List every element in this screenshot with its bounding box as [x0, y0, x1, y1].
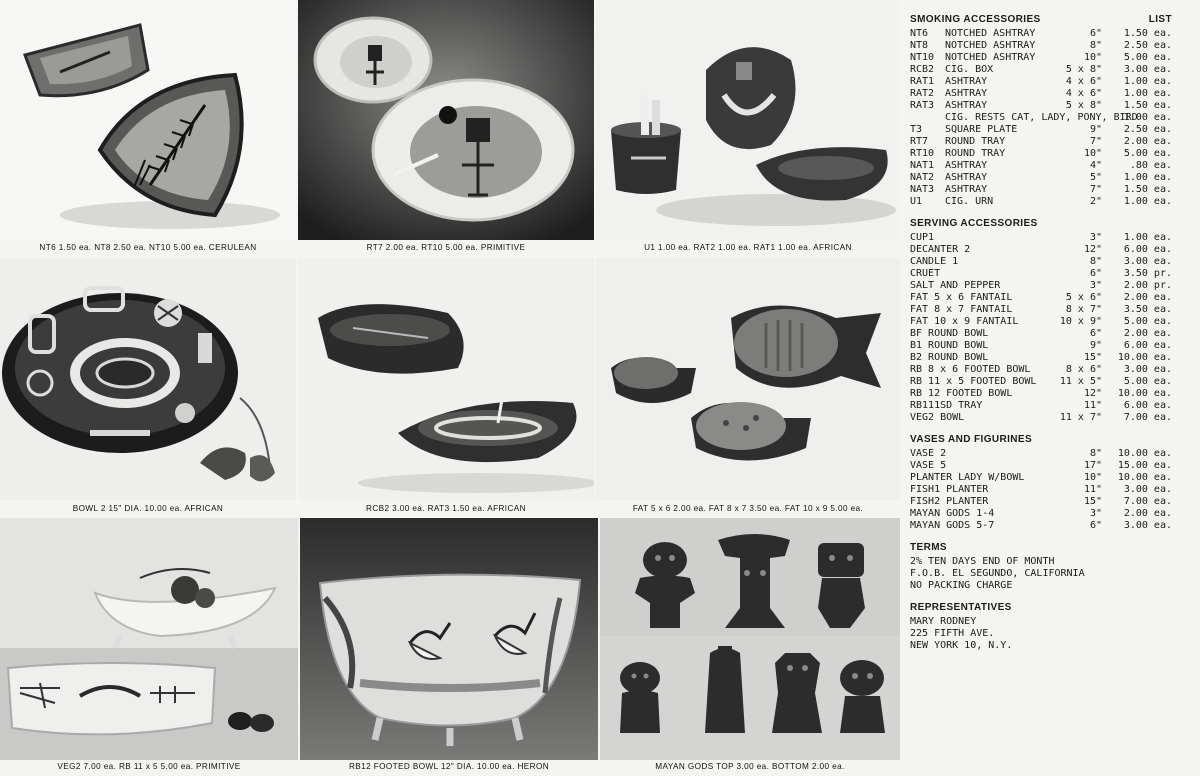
- price-row-price: 3.00 ea.: [1123, 256, 1172, 267]
- price-row-code: RAT2: [910, 88, 935, 99]
- price-row: [910, 460, 1172, 472]
- cerulean-ashtrays-image: [0, 0, 296, 240]
- price-row-size: 5": [1089, 172, 1102, 183]
- price-row-desc: PLANTER LADY W/BOWL: [910, 472, 1025, 483]
- photo-african-urn: [596, 0, 900, 256]
- price-row-desc: RB 8 x 6 FOOTED BOWL: [910, 364, 1031, 375]
- price-row-size: 8": [1089, 40, 1102, 51]
- price-row-price: 6.00 ea.: [1123, 340, 1172, 351]
- price-row: [910, 400, 1172, 412]
- serving-title: SERVING ACCESSORIES: [910, 218, 1038, 229]
- smoking-title: SMOKING ACCESSORIES: [910, 14, 1041, 25]
- price-row-price: 3.00 ea.: [1123, 64, 1172, 75]
- price-row-desc: DECANTER 2: [910, 244, 971, 255]
- price-row-size: 11 x 7": [1059, 412, 1102, 423]
- price-row-code: RAT3: [910, 100, 935, 111]
- price-row-desc: VASE 5: [910, 460, 947, 471]
- price-row: [910, 268, 1172, 280]
- price-row-desc: NOTCHED ASHTRAY: [945, 40, 1036, 51]
- terms-line: F.O.B. EL SEGUNDO, CALIFORNIA: [910, 568, 1085, 579]
- price-row-price: 2.00 ea.: [1123, 136, 1172, 147]
- photo-fantail: [596, 258, 900, 516]
- price-row: [910, 364, 1172, 376]
- representative-line: NEW YORK 10, N.Y.: [910, 640, 1013, 651]
- price-row-desc: ASHTRAY: [945, 172, 988, 183]
- caption-african-urn: U1 1.00 ea. RAT2 1.00 ea. RAT1 1.00 ea. AFRICAN: [644, 243, 852, 252]
- price-row-size: 3": [1089, 508, 1102, 519]
- price-row-desc: ASHTRAY: [945, 184, 988, 195]
- terms-line: NO PACKING CHARGE: [910, 580, 1013, 591]
- price-row: [910, 136, 1172, 148]
- rcb2-image: [298, 258, 594, 500]
- price-row-desc: RB111SD TRAY: [910, 400, 983, 411]
- price-row-size: 9": [1089, 124, 1102, 135]
- price-row: [910, 184, 1172, 196]
- price-row: [910, 196, 1172, 208]
- price-row-size: 15": [1083, 352, 1102, 363]
- price-row: [910, 292, 1172, 304]
- price-row-size: 7": [1089, 184, 1102, 195]
- photo-rcb2: [298, 258, 594, 516]
- price-row: [910, 352, 1172, 364]
- price-row-price: 1.50 ea.: [1123, 100, 1172, 111]
- price-row: [910, 112, 1172, 124]
- price-row-desc: ASHTRAY: [945, 160, 988, 171]
- vases-title: VASES AND FIGURINES: [910, 434, 1033, 445]
- photo-rb12: [300, 518, 598, 776]
- price-row-desc: ROUND TRAY: [945, 148, 1006, 159]
- price-row-price: 3.50 ea.: [1123, 304, 1172, 315]
- mayan-gods-image: [600, 518, 900, 760]
- price-row-price: 10.00 ea.: [1117, 352, 1172, 363]
- terms-title: TERMS: [910, 542, 947, 553]
- price-list: [910, 14, 1172, 662]
- section-title-serving: [910, 218, 1172, 232]
- price-row: [910, 100, 1172, 112]
- smoking-rows: [910, 28, 1172, 208]
- vases-rows: [910, 448, 1172, 532]
- price-row: [910, 520, 1172, 532]
- price-row-code: NT8: [910, 40, 929, 51]
- price-row-price: 5.00 ea.: [1123, 316, 1172, 327]
- caption-cerulean: NT6 1.50 ea. NT8 2.50 ea. NT10 5.00 ea. CERULEAN: [39, 243, 257, 252]
- price-row-size: 6": [1089, 268, 1102, 279]
- price-row-desc: FISH2 PLANTER: [910, 496, 989, 507]
- price-row-size: 2": [1089, 196, 1102, 207]
- price-row-size: 4": [1089, 160, 1102, 171]
- price-row-price: 2.00 ea.: [1123, 508, 1172, 519]
- section-title-representatives: [910, 602, 1172, 616]
- price-row-price: 10.00 ea.: [1117, 448, 1172, 459]
- price-row-price: 7.00 ea.: [1123, 412, 1172, 423]
- price-row: [910, 508, 1172, 520]
- price-row-size: 5 x 6": [1065, 292, 1102, 303]
- price-row: [910, 52, 1172, 64]
- price-row-desc: SQUARE PLATE: [945, 124, 1018, 135]
- price-row-code: RT10: [910, 148, 935, 159]
- caption-mayan: MAYAN GODS TOP 3.00 ea. BOTTOM 2.00 ea.: [655, 762, 845, 771]
- price-row: [910, 28, 1172, 40]
- price-row: [910, 64, 1172, 76]
- price-row: [910, 304, 1172, 316]
- price-row-size: 10": [1083, 148, 1102, 159]
- price-row: [910, 280, 1172, 292]
- price-row-price: 5.00 ea.: [1123, 52, 1172, 63]
- price-row-desc: FAT 10 x 9 FANTAIL: [910, 316, 1019, 327]
- price-row-desc: FAT 8 x 7 FANTAIL: [910, 304, 1013, 315]
- price-row-desc: ROUND TRAY: [945, 136, 1006, 147]
- price-row-price: 1.00 ea.: [1123, 88, 1172, 99]
- price-row-price: 3.00 ea.: [1123, 364, 1172, 375]
- price-row-size: 15": [1083, 496, 1102, 507]
- price-row-price: 1.00 ea.: [1123, 232, 1172, 243]
- price-row-code: NT6: [910, 28, 929, 39]
- section-vases: [910, 434, 1172, 532]
- caption-rb12: RB12 FOOTED BOWL 12" DIA. 10.00 ea. HERON: [348, 762, 550, 771]
- price-row-desc: RB 12 FOOTED BOWL: [910, 388, 1013, 399]
- price-row: [910, 484, 1172, 496]
- representative-line: 225 FIFTH AVE.: [910, 628, 995, 639]
- price-row-desc: FAT 5 x 6 FANTAIL: [910, 292, 1013, 303]
- price-row-size: 6": [1089, 520, 1102, 531]
- price-row-desc: MAYAN GODS 1-4: [910, 508, 995, 519]
- price-row-price: 5.00 ea.: [1123, 148, 1172, 159]
- list-column-header: LIST: [1148, 14, 1172, 25]
- section-serving: [910, 218, 1172, 424]
- price-row-size: 5 x 8": [1065, 64, 1102, 75]
- price-row-size: 10": [1083, 52, 1102, 63]
- section-representatives: [910, 602, 1172, 652]
- price-row-price: 15.00 ea.: [1117, 460, 1172, 471]
- price-row-desc: VASE 2: [910, 448, 947, 459]
- price-row-desc: ASHTRAY: [945, 88, 988, 99]
- price-row-code: U1: [910, 196, 923, 207]
- photo-veg2: [0, 518, 298, 776]
- price-row-desc: VEG2 BOWL: [910, 412, 965, 423]
- veg2-image: [0, 518, 298, 760]
- price-row-price: 1.50 ea.: [1123, 28, 1172, 39]
- rb12-image: [300, 518, 598, 760]
- photo-primitive-trays: [298, 0, 594, 256]
- representative-line: MARY RODNEY: [910, 616, 977, 627]
- price-row-price: 2.00 ea.: [1123, 292, 1172, 303]
- price-row-price: 3.00 ea.: [1123, 520, 1172, 531]
- price-row-price: 6.00 ea.: [1123, 244, 1172, 255]
- price-row-size: 4 x 6": [1065, 88, 1102, 99]
- price-row: [910, 148, 1172, 160]
- price-row-code: NT10: [910, 52, 935, 63]
- caption-bowl2: BOWL 2 15" DIA. 10.00 ea. AFRICAN: [72, 504, 224, 513]
- section-smoking: [910, 14, 1172, 208]
- price-row-size: 4 x 6": [1065, 76, 1102, 87]
- photo-mayan-gods: [600, 518, 900, 776]
- price-row-price: 2.00 ea.: [1123, 328, 1172, 339]
- price-row-size: 6": [1089, 328, 1102, 339]
- price-row-price: 2.50 ea.: [1123, 124, 1172, 135]
- price-row-code: RAT1: [910, 76, 935, 87]
- price-row-size: 9": [1089, 340, 1102, 351]
- price-row-price: 1.00 ea.: [1123, 76, 1172, 87]
- price-row-price: 1.50 ea.: [1123, 184, 1172, 195]
- price-row: [910, 376, 1172, 388]
- photo-cerulean-ashtrays: [0, 0, 296, 256]
- price-row-price: 10.00 ea.: [1117, 388, 1172, 399]
- price-row-size: 7": [1089, 136, 1102, 147]
- price-row-size: 3": [1089, 280, 1102, 291]
- price-row-code: T3: [910, 124, 923, 135]
- price-row-desc: MAYAN GODS 5-7: [910, 520, 995, 531]
- price-row-desc: CANDLE 1: [910, 256, 959, 267]
- section-title-terms: [910, 542, 1172, 556]
- price-row: [910, 88, 1172, 100]
- price-row-code: NAT2: [910, 172, 935, 183]
- representatives-title: REPRESENTATIVES: [910, 602, 1012, 613]
- price-row: [910, 448, 1172, 460]
- price-row-code: RT7: [910, 136, 929, 147]
- price-row: [910, 256, 1172, 268]
- price-row-size: 3": [1089, 232, 1102, 243]
- primitive-trays-image: [298, 0, 594, 240]
- price-row-price: 2.00 pr.: [1123, 280, 1172, 291]
- price-row-desc: CRUET: [910, 268, 941, 279]
- price-row-size: 8 x 6": [1065, 364, 1102, 375]
- serving-rows: [910, 232, 1172, 424]
- price-row: [910, 388, 1172, 400]
- price-row: [910, 316, 1172, 328]
- price-row-size: 12": [1083, 244, 1102, 255]
- price-row-price: 1.00 ea.: [1123, 196, 1172, 207]
- price-row-price: 2.50 ea.: [1123, 40, 1172, 51]
- caption-primitive-trays: RT7 2.00 ea. RT10 5.00 ea. PRIMITIVE: [366, 243, 526, 252]
- price-row: [910, 232, 1172, 244]
- price-row-price: .80 ea.: [1129, 160, 1172, 171]
- price-row-desc: B1 ROUND BOWL: [910, 340, 989, 351]
- caption-rcb2: RCB2 3.00 ea. RAT3 1.50 ea. AFRICAN: [366, 504, 526, 513]
- price-row: [910, 244, 1172, 256]
- price-row: [910, 172, 1172, 184]
- bowl2-image: [0, 258, 296, 500]
- price-row-desc: B2 ROUND BOWL: [910, 352, 989, 363]
- price-row: [910, 76, 1172, 88]
- fantail-image: [596, 258, 900, 500]
- price-row-size: 12": [1083, 388, 1102, 399]
- price-row: [910, 472, 1172, 484]
- caption-veg2: VEG2 7.00 ea. RB 11 x 5 5.00 ea. PRIMITIVE: [57, 762, 241, 771]
- price-row-price: 1.00 ea.: [1123, 172, 1172, 183]
- photo-bowl2: [0, 258, 296, 516]
- price-row-code: NAT3: [910, 184, 935, 195]
- price-row-size: 11 x 5": [1059, 376, 1102, 387]
- price-row-size: 10": [1083, 472, 1102, 483]
- price-row-price: 7.00 ea.: [1123, 496, 1172, 507]
- price-row-desc: CIG. BOX: [945, 64, 994, 75]
- price-row-desc: BF ROUND BOWL: [910, 328, 989, 339]
- price-row-size: 10 x 9": [1059, 316, 1102, 327]
- price-row-size: 6": [1089, 28, 1102, 39]
- price-row-size: 11": [1083, 400, 1102, 411]
- price-row: [910, 496, 1172, 508]
- price-row: [910, 412, 1172, 424]
- price-row: [910, 340, 1172, 352]
- caption-fantail: FAT 5 x 6 2.00 ea. FAT 8 x 7 3.50 ea. FAT 10 x 9 5.00 ea.: [632, 504, 864, 513]
- price-row: [910, 160, 1172, 172]
- price-row-desc: FISH1 PLANTER: [910, 484, 989, 495]
- price-row-desc: NOTCHED ASHTRAY: [945, 28, 1036, 39]
- price-row: [910, 328, 1172, 340]
- price-row-desc: ASHTRAY: [945, 76, 988, 87]
- price-row-size: 8": [1089, 448, 1102, 459]
- price-row-desc: ASHTRAY: [945, 100, 988, 111]
- price-row-size: 8": [1089, 256, 1102, 267]
- price-row-size: 17": [1083, 460, 1102, 471]
- price-row-code: NAT1: [910, 160, 935, 171]
- terms-line: 2% TEN DAYS END OF MONTH: [910, 556, 1055, 567]
- section-terms: [910, 542, 1172, 592]
- price-row-price: 3.50 pr.: [1123, 268, 1172, 279]
- price-row-size: 8 x 7": [1065, 304, 1102, 315]
- section-title-smoking: [910, 14, 1172, 28]
- section-title-vases: [910, 434, 1172, 448]
- african-urn-image: [596, 0, 900, 240]
- price-row-size: 11": [1083, 484, 1102, 495]
- price-row-desc: RB 11 x 5 FOOTED BOWL: [910, 376, 1037, 387]
- price-row-price: 1.00 ea.: [1123, 112, 1172, 123]
- price-row-desc: CUP1: [910, 232, 935, 243]
- price-row-code: RCB2: [910, 64, 935, 75]
- price-row-desc: CIG. URN: [945, 196, 994, 207]
- price-row: [910, 40, 1172, 52]
- price-row: [910, 124, 1172, 136]
- price-row-desc: NOTCHED ASHTRAY: [945, 52, 1036, 63]
- price-row-price: 10.00 ea.: [1117, 472, 1172, 483]
- price-row-price: 3.00 ea.: [1123, 484, 1172, 495]
- price-row-size: 5 x 8": [1065, 100, 1102, 111]
- price-row-price: 6.00 ea.: [1123, 400, 1172, 411]
- price-row-price: 5.00 ea.: [1123, 376, 1172, 387]
- price-row-desc: SALT AND PEPPER: [910, 280, 1001, 291]
- price-row-desc: CIG. RESTS CAT, LADY, PONY, BIRD: [945, 112, 1138, 123]
